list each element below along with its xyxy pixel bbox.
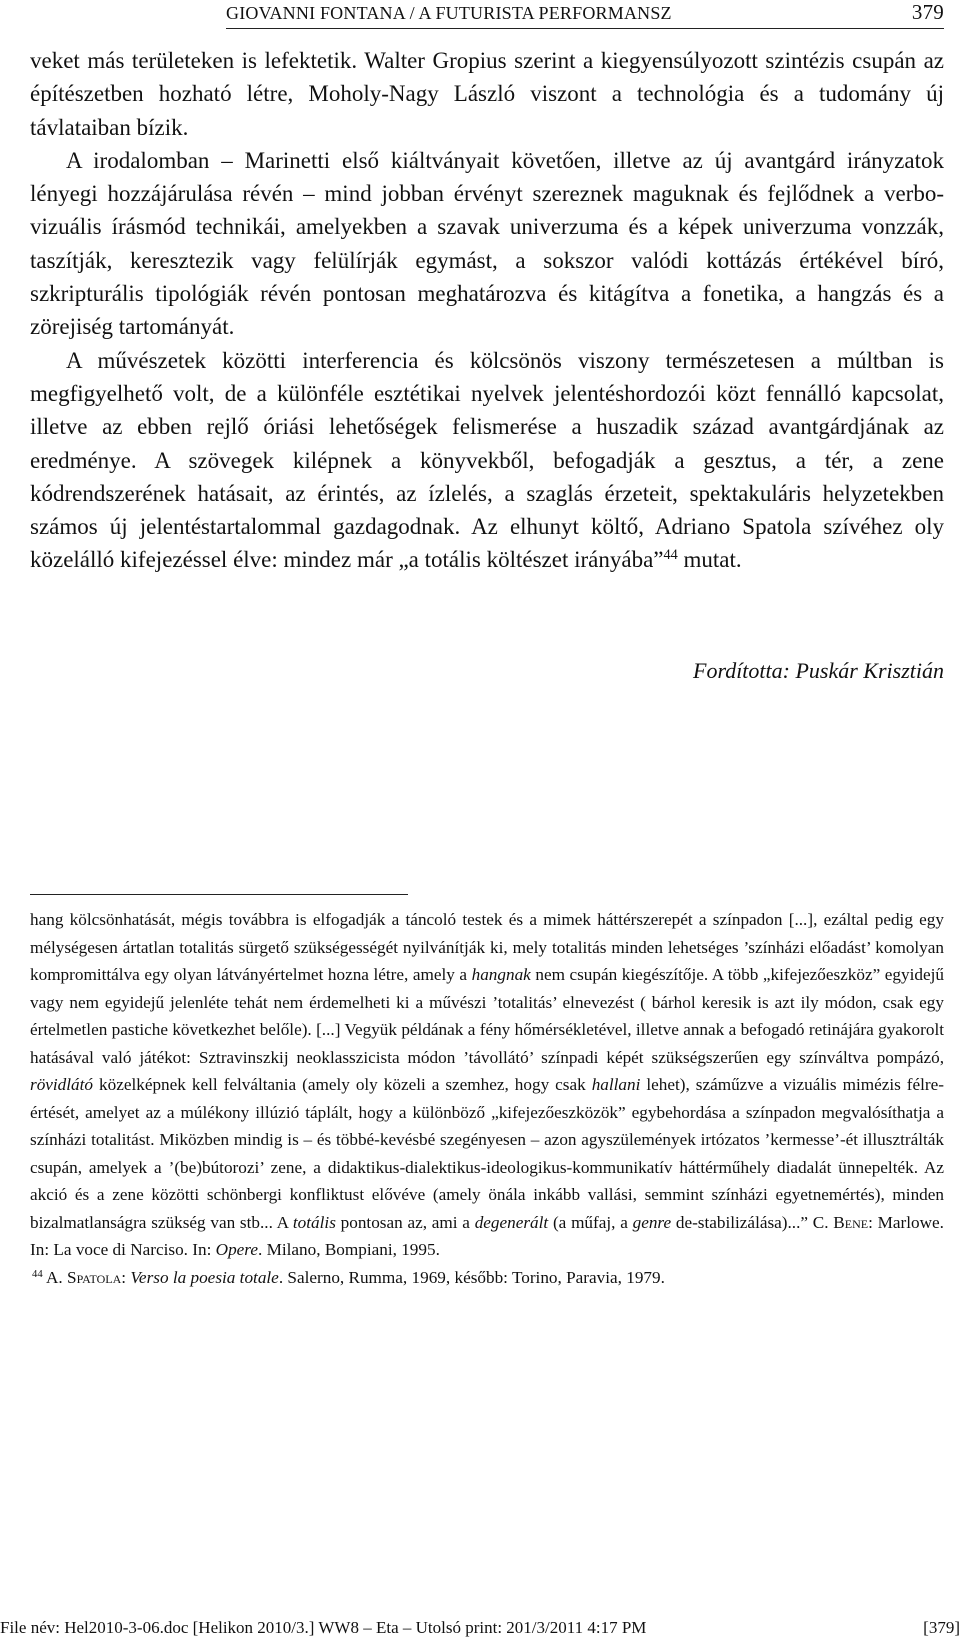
paragraph-3 [30,344,944,577]
footnote-number-44: 44 [32,1268,43,1280]
footnotes [30,906,944,1291]
fn-text: : Marlowe. In: La voce di Narciso. In: [30,1212,944,1259]
header-rule [226,28,944,29]
fn-italic: Opere [215,1240,258,1259]
fn-text: . Milano, Bompiani, 1995. [257,1240,440,1259]
paragraph-2: A irodalomban – Marinetti első kiáltványait követően, illetve az új avantgárd irányzatok lényegi hozzájárulása révén – mind jobban érvényt szereznek maguknak és fejlődnek a verbo-vizuális írásmód technikái, amelyekben a szavak univerzuma és a képek univerzuma vonzzák, taszítják, keresztezik vagy felülírják egymást, a sokszor valódi kottázás értékével bíró, szkripturális tipológiák révén pontosan meghatározva és kitágítva a fonetika, a hangzás és a zörejiség tartományát. [30,147,944,340]
fn-italic: hallani [591,1075,641,1094]
fn-text: . Salerno, Rumma, 1969, később: Torino, Paravia, 1979. [278,1267,665,1287]
running-title: GIOVANNI FONTANA / A FUTURISTA PERFORMANSZ [226,3,672,23]
bracket-page-number: [379] [923,1618,960,1637]
page-number: 379 [911,0,944,24]
fn-italic: totális [292,1212,336,1232]
footnote-rule [30,894,408,895]
fn-text: de-stabilizálása)...” C. [671,1212,834,1232]
fn-text: lehet), száműzve a vizuális mimézis félreértését, amelyet az a múlékony illúzió táplált, hogy a különböző „kifejezőeszközök” egybehordása a színpadon megvalósíthatja a színházi totalitást. Miközben mindig is – és többé-kevésbé szegényesen – azon agyszülemények irtózatos ’kermesse’-ét illusztrálták csupán, amelyek a ’(be)bútorozi’ zene, a didaktikus-dialektikus-ideologikus-kommunikatív háttérműhely diadalát ünnepelték. Az akció és a zene közötti schönbergi konfliktust elővéve (amely önála inkább vallási, semmint színházi egyetnemértés), minden bizalmatlanságra szükség van stb... A [30,1075,945,1232]
fn-author: Spatola [67,1267,122,1287]
footnote-43-continued [30,906,944,1264]
file-info: File név: Hel2010-3-06.doc [Helikon 2010/3.] WW8 – Eta – Utolsó print: 201/3/2011 4:17 PM [0,1618,647,1637]
page-footer [0,1618,960,1640]
fn-text: A. [42,1267,68,1287]
fn-italic: Verso la poesia totale [130,1267,279,1287]
main-text [30,44,944,577]
paragraph-3-end: mutat. [677,547,742,573]
fn-text: pontosan az, ami a [335,1212,475,1232]
fn-text: közelképnek kell felváltania (amely oly közeli a szemhez, hogy csak [93,1075,592,1094]
fn-text: (a műfaj, a [548,1212,633,1232]
paragraph-1: veket más területeken is lefektetik. Walter Gropius szerint a kiegyensúlyozott szintézis csupán az építészetben hozható létre, Moholy-Nagy László viszont a technológia és a tudomány új távlataiban bízik. [30,48,944,140]
paragraph-3-text: A művészetek közötti interferencia és kölcsönös viszony természetesen a múltban is megfigyelhető volt, de a különféle esztétikai nyelvek jelentéshordozói közt fennálló kapcsolat, illetve az ebben rejlő óriási lehetőségek felismerése a huszadik század avantgárdjának az eredménye. A szövegek kilépnek a könyvekből, befogadják a gesztus, a tér, a zene kódrendszerének hatásait, az érintés, az ízlelés, a szaglás érzeteit, spektakuláris helyzetekben számos új jelentéstartalommal gazdagodnak. Az elhunyt költő, Adriano Spatola szívéhez oly közelálló kifejezéssel élve: mindez már „a totális költészet irányába” [30,347,944,573]
footnote-ref-44[interactable]: 44 [663,547,678,564]
fn-italic: rövidlátó [30,1075,94,1094]
fn-italic: degenerált [474,1212,549,1232]
running-header [226,0,944,30]
fn-italic: hangnak [471,965,531,984]
footnote-44 [30,1264,944,1292]
fn-italic: genre [632,1212,672,1232]
fn-text: hang kölcsönhatását, mégis továbbra is elfogadják a táncoló testek és a mimek háttérszerepét a színpadon [...], ezáltal pedig egy mélységesen ártatlan totalitás sürgető szükségességét nyilvánítják ki, mely totalitás minden lehetséges ’színházi előadást’ komolyan kompromittálva egy olyan látványértelmet hozna létre, amely a [30,910,944,984]
fn-text: nem csupán kiegészítője. A több „kifejezőeszköz” egyidejű vagy nem egyidejű jelenléte tehát nem érdemelheti ki a művészi ’totalitás’ elnevezést ( bárhol keresik is azt ily módon, csak egy értelmetlen pastiche következhet belőle). [...] Vegyük példának a fény hőmérsékletével, illetve annak a befogadó retinájára gyakorolt hatásával való játékot: Sztravinszkij neoklasszicista módon ’távollátó’ színpadi képét szükségszerűen egy színváltva pompázó, [30,965,944,1067]
fn-text: : [121,1267,131,1287]
fn-author: Bene [833,1212,869,1232]
translator-credit: Fordította: Puskár Krisztián [693,658,944,683]
